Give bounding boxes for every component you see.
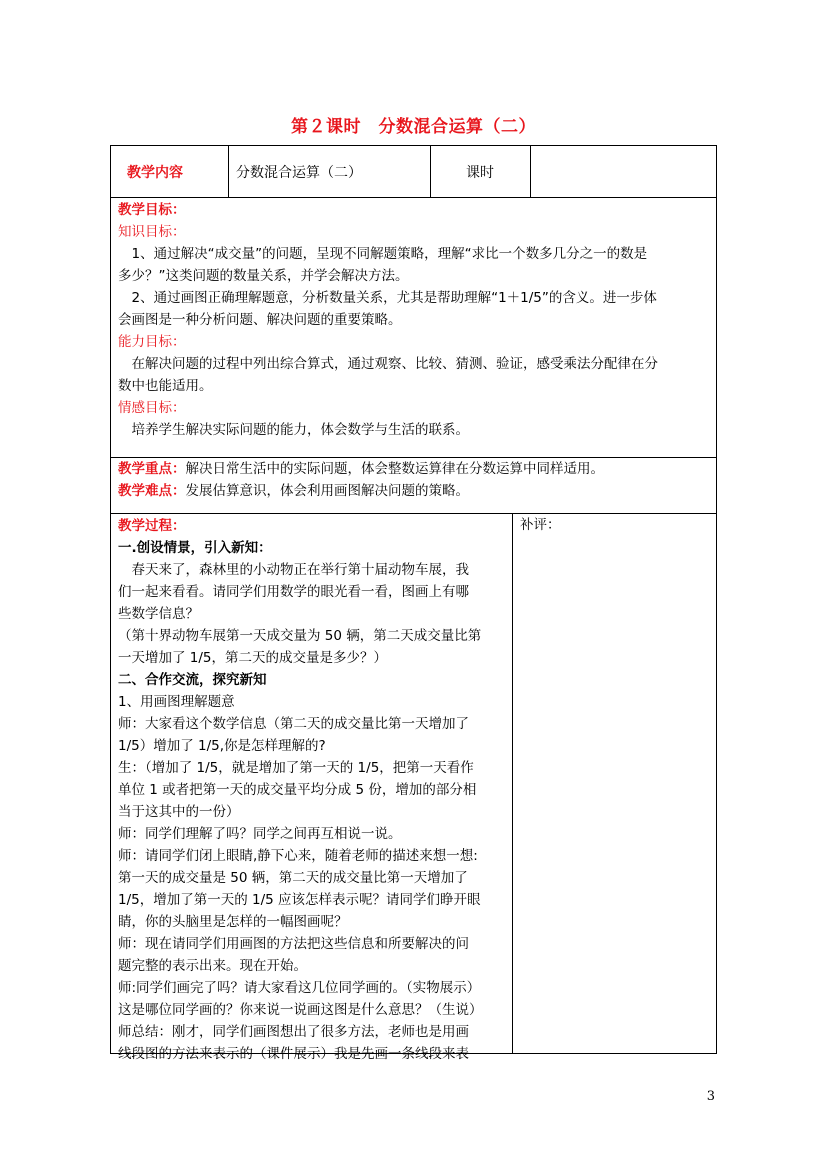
header-divider-2 (430, 145, 431, 198)
header-row (110, 145, 717, 198)
ability-line: 在解决问题的过程中列出综合算式，通过观察、比较、猜测、验证，感受乘法分配律在分 (118, 356, 658, 372)
period-label: 课时 (466, 165, 494, 181)
knowledge-heading: 知识目标： (118, 224, 186, 240)
teaching-focus (118, 458, 604, 480)
goals-content (118, 199, 714, 441)
header-divider-3 (530, 145, 531, 198)
focus-text: 解决日常生活中的实际问题，体会整数运算律在分数运算中同样适用。 (185, 461, 604, 477)
emotion-line: 培养学生解决实际问题的能力，体会数学与生活的联系。 (118, 422, 469, 438)
goals-heading: 教学目标： (118, 202, 186, 218)
ability-heading: 能力目标： (118, 334, 186, 350)
process-line: 睛，你的头脑里是怎样的一幅图画呢？ (118, 914, 348, 930)
focus-label: 教学重点： (118, 461, 186, 477)
process-line: 1、用画图理解题意 (118, 694, 235, 710)
process-line: 单位 1 或者把第一天的成交量平均分成 5 份，增加的部分相 (118, 782, 477, 798)
process-line: 一天增加了 1/5，第二天的成交量是多少？） (118, 650, 388, 666)
process-line: 当于这其中的一份） (118, 804, 240, 820)
knowledge-line: 会画图是一种分析问题、解决问题的重要策略。 (118, 312, 402, 328)
difficulty-label: 教学难点： (118, 483, 186, 499)
comment-label: 补评： (520, 517, 561, 533)
process-line: 师：同学们理解了吗？同学之间再互相说一说。 (118, 826, 402, 842)
process-line: 1/5）增加了 1/5,你是怎样理解的? (118, 738, 326, 754)
process-line: 师总结：刚才，同学们画图想出了很多方法，老师也是用画 (118, 1024, 469, 1040)
page-number: 3 (706, 1089, 715, 1104)
process-line: 生：（增加了 1/5，就是增加了第一天的 1/5，把第一天看作 (118, 760, 474, 776)
process-line: 些数学信息？ (118, 606, 199, 622)
process-line: 春天来了，森林里的小动物正在举行第十届动物车展，我 (118, 562, 469, 578)
process-content (118, 515, 510, 1065)
process-heading: 教学过程： (118, 518, 186, 534)
section-heading: 一.创设情景，引入新知： (118, 540, 272, 556)
emotion-heading: 情感目标： (118, 400, 186, 416)
knowledge-line: 1、通过解决“成交量”的问题，呈现不同解题策略，理解“求比一个数多几分之一的数是 (118, 246, 648, 262)
process-line: 第一天的成交量是 50 辆，第二天的成交量比第一天增加了 (118, 870, 468, 886)
content-label: 教学内容 (127, 165, 183, 181)
section-heading: 二、合作交流，探究新知 (118, 672, 267, 688)
process-line: 师:同学们画完了吗？请大家看这几位同学画的。（实物展示） (118, 980, 481, 996)
process-divider (512, 513, 513, 1054)
process-line: 题完整的表示出来。现在开始。 (118, 958, 307, 974)
page-title: 第２课时 分数混合运算（二） (291, 117, 536, 137)
process-line: （第十界动物车展第一天成交量为 50 辆，第二天成交量比第 (118, 628, 482, 644)
process-line: 们一起来看看。请同学们用数学的眼光看一看，图画上有哪 (118, 584, 469, 600)
content-value: 分数混合运算（二） (236, 165, 362, 181)
process-line: 师：大家看这个数学信息（第二天的成交量比第一天增加了 (118, 716, 469, 732)
process-line: 1/5，增加了第一天的 1/5 应该怎样表示呢？请同学们睁开眼 (118, 892, 481, 908)
process-line: 师：请同学们闭上眼睛,静下心来，随着老师的描述来想一想: (118, 848, 478, 864)
process-line: 线段图的方法来表示的（课件展示）我是先画一条线段来表 (118, 1046, 469, 1062)
ability-line: 数中也能适用。 (118, 378, 213, 394)
process-line: 这是哪位同学画的？你来说一说画这图是什么意思？（生说） (118, 1002, 483, 1018)
teaching-difficulty (118, 480, 469, 502)
header-divider-1 (228, 145, 229, 198)
difficulty-text: 发展估算意识，体会利用画图解决问题的策略。 (185, 483, 469, 499)
knowledge-line: 2、通过画图正确理解题意，分析数量关系，尤其是帮助理解“1＋1/5”的含义。进一步体 (118, 290, 657, 306)
process-line: 师：现在请同学们用画图的方法把这些信息和所要解决的问 (118, 936, 469, 952)
knowledge-line: 多少？”这类问题的数量关系，并学会解决方法。 (118, 268, 409, 284)
